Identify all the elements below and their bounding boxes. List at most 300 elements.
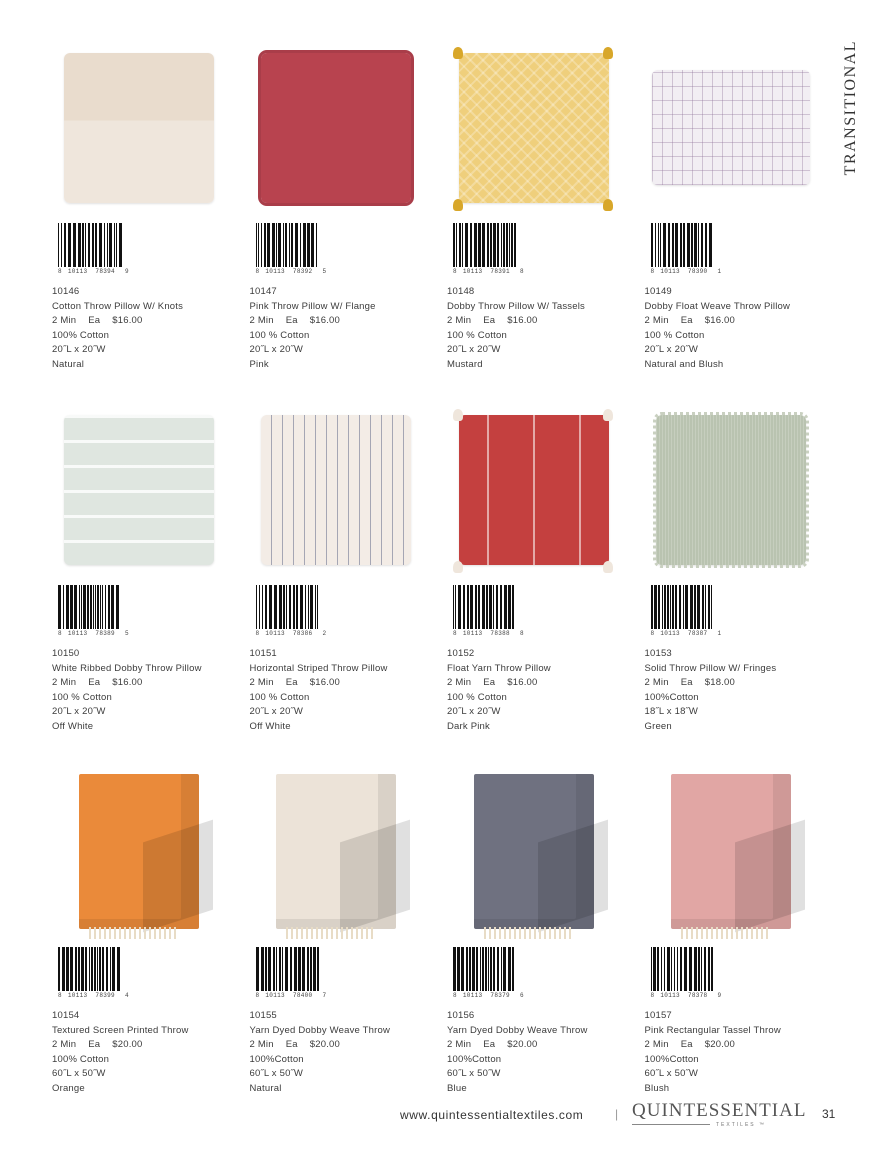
product-info-line — [447, 1024, 633, 1039]
product-barcode — [651, 585, 831, 641]
product-color: Blue — [447, 1082, 467, 1094]
barcode-digit-group: 10113 — [462, 630, 483, 637]
product-row — [40, 764, 830, 1096]
barcode-digit-group: 5 — [322, 268, 327, 275]
product-color: Pink — [249, 358, 269, 370]
product-unit: Ea — [680, 315, 693, 326]
tassel — [453, 561, 463, 573]
barcode-digits — [651, 630, 831, 637]
product-size: 20˝L x 20˝W — [644, 344, 699, 355]
barcode-digit-group: 10113 — [67, 992, 88, 999]
product-sku: 10150 — [52, 648, 80, 659]
pillow-image — [459, 415, 609, 565]
product-info-line — [52, 314, 238, 329]
product-row — [40, 40, 830, 372]
product-info-line — [645, 285, 831, 300]
barcode-digits — [58, 630, 238, 637]
barcode-digit-group: 1 — [717, 630, 722, 637]
barcode-digit-group: 6 — [519, 992, 524, 999]
product-info-line — [250, 676, 436, 691]
product-info-line — [250, 647, 436, 662]
product-size: 20˝L x 20˝W — [249, 706, 304, 717]
product-min-qty: 2 Min — [52, 1039, 77, 1050]
product-unit: Ea — [680, 1039, 693, 1050]
product-sku: 10155 — [249, 1010, 277, 1021]
product-size: 20˝L x 20˝W — [52, 344, 106, 355]
section-title: TRANSITIONAL — [842, 40, 859, 176]
product-info-line — [52, 720, 238, 735]
pillow-image — [652, 70, 810, 185]
product-info-line — [52, 300, 238, 315]
product-name: Solid Throw Pillow W/ Fringes — [644, 662, 777, 674]
barcode-digits — [58, 992, 238, 999]
throw-blanket-image — [276, 774, 396, 929]
throw-fold — [143, 820, 213, 933]
product-size: 60˝L x 50˝W — [249, 1068, 304, 1079]
product-size: 60˝L x 50˝W — [644, 1068, 699, 1079]
barcode-digit-group: 78389 — [95, 630, 115, 637]
product-info-line — [250, 662, 436, 677]
product-info-line — [250, 343, 436, 358]
website-link[interactable]: www.quintessentialtextiles.com — [400, 1108, 584, 1122]
product-barcode — [453, 947, 633, 1003]
page-number: 31 — [822, 1107, 836, 1121]
barcode-digit-group: 78392 — [292, 268, 313, 275]
product-image — [435, 402, 633, 577]
barcode-digit-group: 8 — [255, 630, 260, 637]
product-sku: 10151 — [249, 648, 277, 659]
product-name: Yarn Dyed Dobby Weave Throw — [447, 1024, 588, 1036]
product-sku: 10148 — [447, 286, 475, 297]
product-info-line — [250, 329, 436, 344]
product-info — [52, 1009, 238, 1096]
throw-blanket-image — [671, 774, 791, 929]
barcode-digits — [651, 268, 831, 275]
product-material: 100 % Cotton — [447, 691, 507, 703]
barcode-digit-group: 10113 — [67, 630, 88, 637]
product-info — [447, 285, 633, 372]
footer-separator: | — [615, 1107, 619, 1121]
product-name: Horizontal Striped Throw Pillow — [249, 662, 388, 674]
product-material: 100% Cotton — [52, 1053, 110, 1065]
product-size: 20˝L x 20˝W — [249, 344, 304, 355]
product-image — [40, 764, 238, 939]
product-info-line — [447, 1067, 633, 1082]
barcode-digit-group: 10113 — [462, 268, 483, 275]
product-info — [250, 285, 436, 372]
tassel — [603, 199, 613, 211]
brand-underline — [632, 1124, 710, 1125]
product-card[interactable] — [633, 40, 831, 372]
barcode-digit-group: 9 — [717, 992, 722, 999]
product-min-qty: 2 Min — [644, 677, 669, 688]
product-color: Green — [644, 720, 672, 732]
product-info-line — [645, 314, 831, 329]
product-min-qty: 2 Min — [52, 315, 77, 326]
product-name: Cotton Throw Pillow W/ Knots — [52, 300, 184, 312]
barcode-digit-group: 8 — [650, 268, 655, 275]
product-info-line — [447, 676, 633, 691]
barcode-digit-group: 8 — [519, 630, 524, 637]
throw-fringe — [89, 927, 179, 939]
product-info-line — [645, 358, 831, 373]
product-name: Pink Rectangular Tassel Throw — [644, 1024, 781, 1036]
product-barcode — [453, 585, 633, 641]
product-info — [250, 647, 436, 734]
product-info-line — [645, 343, 831, 358]
pillow-image — [459, 53, 609, 203]
product-unit: Ea — [680, 677, 693, 688]
product-info-line — [645, 300, 831, 315]
product-price: $16.00 — [112, 315, 143, 326]
product-price: $16.00 — [704, 315, 736, 326]
product-card[interactable] — [40, 764, 238, 1096]
barcode-digit-group: 7 — [322, 992, 327, 999]
barcode-digits — [256, 992, 436, 999]
product-info-line — [447, 1009, 633, 1024]
product-name: Textured Screen Printed Throw — [52, 1024, 189, 1036]
barcode-digit-group: 78394 — [95, 268, 115, 275]
product-info-line — [447, 285, 633, 300]
product-barcode — [453, 223, 633, 279]
barcode-digit-group: 5 — [124, 630, 129, 637]
product-color: Blush — [644, 1082, 670, 1094]
throw-blanket-image — [79, 774, 199, 929]
product-barcode — [651, 947, 831, 1003]
tassel — [603, 561, 613, 573]
brand-logo: QUINTESSENTIAL — [632, 1100, 807, 1121]
product-row — [40, 402, 830, 734]
product-info-line — [447, 343, 633, 358]
product-info — [447, 647, 633, 734]
product-card[interactable] — [633, 402, 831, 734]
product-color: Off White — [249, 720, 291, 732]
page-footer — [0, 1097, 890, 1127]
barcode-digit-group: 10113 — [265, 268, 285, 275]
barcode-digit-group: 78386 — [292, 630, 313, 637]
barcode-digit-group: 78387 — [687, 630, 708, 637]
product-card[interactable] — [40, 402, 238, 734]
product-info-line — [52, 662, 238, 677]
product-unit: Ea — [285, 315, 298, 326]
product-card[interactable] — [238, 764, 436, 1096]
barcode-digit-group: 78379 — [490, 992, 510, 999]
pillow-image — [656, 415, 806, 565]
product-info-line — [52, 705, 238, 720]
product-price: $16.00 — [112, 677, 143, 688]
product-info-line — [52, 329, 238, 344]
product-color: Natural — [52, 358, 85, 370]
product-name: White Ribbed Dobby Throw Pillow — [52, 662, 202, 674]
tassel — [603, 47, 613, 59]
pillow-image — [261, 53, 411, 203]
product-price: $20.00 — [112, 1039, 143, 1050]
barcode-digit-group: 10113 — [265, 992, 285, 999]
product-info-line — [52, 647, 238, 662]
product-color: Orange — [52, 1082, 85, 1094]
product-color: Natural and Blush — [644, 358, 724, 370]
product-info-line — [645, 662, 831, 677]
product-name: Dobby Float Weave Throw Pillow — [644, 300, 791, 312]
barcode-digit-group: 4 — [124, 992, 129, 999]
product-sku: 10152 — [447, 648, 475, 659]
barcode-digit-group: 78391 — [490, 268, 510, 275]
product-name: Float Yarn Throw Pillow — [447, 662, 551, 674]
product-info-line — [52, 1009, 238, 1024]
product-info-line — [447, 1053, 633, 1068]
barcode-digit-group: 10113 — [265, 630, 285, 637]
product-price: $20.00 — [507, 1039, 538, 1050]
product-name: Yarn Dyed Dobby Weave Throw — [249, 1024, 391, 1036]
product-info — [645, 647, 831, 734]
product-image — [238, 40, 436, 215]
barcode-digit-group: 1 — [717, 268, 722, 275]
product-min-qty: 2 Min — [447, 315, 472, 326]
product-grid — [40, 40, 830, 1126]
product-image — [40, 40, 238, 215]
product-info-line — [447, 705, 633, 720]
product-image — [238, 402, 436, 577]
product-size: 20˝L x 20˝W — [447, 706, 501, 717]
product-info-line — [250, 285, 436, 300]
product-info-line — [645, 705, 831, 720]
throw-blanket-image — [474, 774, 594, 929]
product-barcode — [256, 947, 436, 1003]
product-unit: Ea — [88, 315, 101, 326]
product-material: 100 % Cotton — [249, 329, 310, 341]
product-info-line — [250, 314, 436, 329]
product-unit: Ea — [88, 1039, 101, 1050]
product-price: $18.00 — [704, 677, 736, 688]
product-info-line — [645, 720, 831, 735]
product-info-line — [52, 1024, 238, 1039]
product-info-line — [645, 1038, 831, 1053]
pillow-image — [64, 415, 214, 565]
barcode-digits — [256, 268, 436, 275]
barcode-digit-group: 8 — [58, 630, 62, 637]
product-name: Dobby Throw Pillow W/ Tassels — [447, 300, 585, 312]
product-price: $16.00 — [507, 315, 538, 326]
product-sku: 10154 — [52, 1010, 80, 1021]
product-material: 100%Cotton — [447, 1053, 502, 1065]
product-info-line — [645, 647, 831, 662]
product-min-qty: 2 Min — [52, 677, 77, 688]
product-info-line — [250, 1038, 436, 1053]
product-info-line — [447, 1082, 633, 1097]
product-card[interactable] — [238, 40, 436, 372]
product-info-line — [250, 358, 436, 373]
product-card[interactable] — [40, 40, 238, 372]
product-image — [238, 764, 436, 939]
barcode-digit-group: 78400 — [292, 992, 313, 999]
product-size: 60˝L x 50˝W — [447, 1068, 501, 1079]
product-info-line — [250, 691, 436, 706]
product-info-line — [250, 1024, 436, 1039]
product-price: $16.00 — [309, 315, 341, 326]
product-info-line — [52, 1067, 238, 1082]
product-info-line — [52, 285, 238, 300]
barcode-digit-group: 8 — [453, 630, 457, 637]
product-size: 20˝L x 20˝W — [52, 706, 106, 717]
product-barcode — [58, 947, 238, 1003]
barcode-digit-group: 8 — [519, 268, 524, 275]
product-min-qty: 2 Min — [249, 315, 274, 326]
product-unit: Ea — [88, 677, 101, 688]
product-info-line — [52, 1038, 238, 1053]
barcode-digit-group: 78390 — [687, 268, 708, 275]
product-material: 100 % Cotton — [644, 329, 705, 341]
tassel — [453, 47, 463, 59]
product-info-line — [250, 1053, 436, 1068]
product-info-line — [250, 300, 436, 315]
product-min-qty: 2 Min — [249, 1039, 274, 1050]
product-card[interactable] — [435, 40, 633, 372]
brand-subtitle: TEXTILES ™ — [716, 1122, 767, 1128]
barcode-digit-group: 10113 — [660, 630, 680, 637]
product-color: Mustard — [447, 358, 483, 370]
product-sku: 10156 — [447, 1010, 475, 1021]
product-min-qty: 2 Min — [249, 677, 274, 688]
barcode-digit-group: 8 — [58, 992, 62, 999]
product-info-line — [645, 676, 831, 691]
product-info — [447, 1009, 633, 1096]
product-info-line — [645, 1082, 831, 1097]
product-info — [250, 1009, 436, 1096]
product-material: 100 % Cotton — [249, 691, 310, 703]
product-material: 100%Cotton — [249, 1053, 304, 1065]
product-barcode — [58, 223, 238, 279]
product-info-line — [645, 1009, 831, 1024]
product-material: 100% Cotton — [52, 329, 110, 341]
product-unit: Ea — [483, 315, 496, 326]
barcode-digit-group: 78378 — [687, 992, 708, 999]
product-info-line — [645, 691, 831, 706]
barcode-digit-group: 8 — [255, 268, 260, 275]
product-image — [435, 764, 633, 939]
product-info-line — [645, 1024, 831, 1039]
barcode-digits — [651, 992, 831, 999]
product-info-line — [447, 691, 633, 706]
product-info-line — [52, 343, 238, 358]
product-info-line — [52, 691, 238, 706]
product-min-qty: 2 Min — [644, 1039, 669, 1050]
product-min-qty: 2 Min — [447, 677, 472, 688]
product-material: 100 % Cotton — [447, 329, 507, 341]
product-unit: Ea — [285, 1039, 298, 1050]
product-size: 60˝L x 50˝W — [52, 1068, 106, 1079]
product-barcode — [256, 223, 436, 279]
product-min-qty: 2 Min — [644, 315, 669, 326]
product-color: Natural — [249, 1082, 282, 1094]
product-material: 100 % Cotton — [52, 691, 112, 703]
product-unit: Ea — [285, 677, 298, 688]
barcode-digit-group: 78388 — [490, 630, 510, 637]
throw-fringe — [681, 927, 771, 939]
product-info — [645, 285, 831, 372]
product-sku: 10157 — [644, 1010, 672, 1021]
throw-fold — [538, 820, 608, 933]
product-info-line — [250, 1067, 436, 1082]
product-info — [645, 1009, 831, 1096]
product-info-line — [250, 705, 436, 720]
barcode-digits — [453, 992, 633, 999]
product-info-line — [645, 1067, 831, 1082]
barcode-digit-group: 8 — [58, 268, 62, 275]
product-material: 100%Cotton — [644, 1053, 699, 1065]
barcode-digits — [58, 268, 238, 275]
product-info-line — [447, 300, 633, 315]
barcode-digit-group: 8 — [650, 630, 655, 637]
barcode-digit-group: 10113 — [660, 992, 680, 999]
product-info-line — [447, 358, 633, 373]
product-image — [633, 40, 831, 215]
product-info-line — [447, 720, 633, 735]
pillow-image — [64, 53, 214, 203]
product-sku: 10153 — [644, 648, 672, 659]
barcode-digits — [256, 630, 436, 637]
barcode-digit-group: 8 — [255, 992, 260, 999]
barcode-digit-group: 78399 — [95, 992, 115, 999]
product-unit: Ea — [483, 677, 496, 688]
tassel — [453, 409, 463, 421]
product-barcode — [256, 585, 436, 641]
product-sku: 10147 — [249, 286, 277, 297]
product-info-line — [447, 314, 633, 329]
throw-fringe — [484, 927, 574, 939]
product-color: Dark Pink — [447, 720, 490, 732]
product-info-line — [250, 1082, 436, 1097]
throw-fold — [735, 820, 805, 933]
product-info-line — [250, 720, 436, 735]
barcode-digit-group: 10113 — [660, 268, 680, 275]
barcode-digit-group: 8 — [453, 992, 457, 999]
barcode-digit-group: 8 — [453, 268, 457, 275]
pillow-image — [261, 415, 411, 565]
product-info-line — [52, 676, 238, 691]
product-color: Off White — [52, 720, 94, 732]
barcode-digit-group: 10113 — [462, 992, 483, 999]
product-price: $20.00 — [704, 1039, 736, 1050]
product-price: $16.00 — [507, 677, 538, 688]
product-unit: Ea — [483, 1039, 496, 1050]
product-card[interactable] — [435, 764, 633, 1096]
product-barcode — [58, 585, 238, 641]
barcode-digit-group: 9 — [124, 268, 129, 275]
product-info-line — [447, 1038, 633, 1053]
product-info — [52, 285, 238, 372]
product-card[interactable] — [238, 402, 436, 734]
barcode-digit-group: 2 — [322, 630, 327, 637]
product-image — [633, 402, 831, 577]
product-card[interactable] — [633, 764, 831, 1096]
product-info-line — [52, 1053, 238, 1068]
product-info-line — [447, 647, 633, 662]
product-size: 20˝L x 20˝W — [447, 344, 501, 355]
barcode-digits — [453, 630, 633, 637]
barcode-digits — [453, 268, 633, 275]
product-info-line — [52, 358, 238, 373]
product-barcode — [651, 223, 831, 279]
product-sku: 10149 — [644, 286, 672, 297]
product-info-line — [645, 329, 831, 344]
barcode-digit-group: 10113 — [67, 268, 88, 275]
product-min-qty: 2 Min — [447, 1039, 472, 1050]
product-size: 18˝L x 18˝W — [644, 706, 699, 717]
product-sku: 10146 — [52, 286, 80, 297]
product-card[interactable] — [435, 402, 633, 734]
throw-fringe — [286, 927, 376, 939]
throw-fold — [340, 820, 410, 933]
